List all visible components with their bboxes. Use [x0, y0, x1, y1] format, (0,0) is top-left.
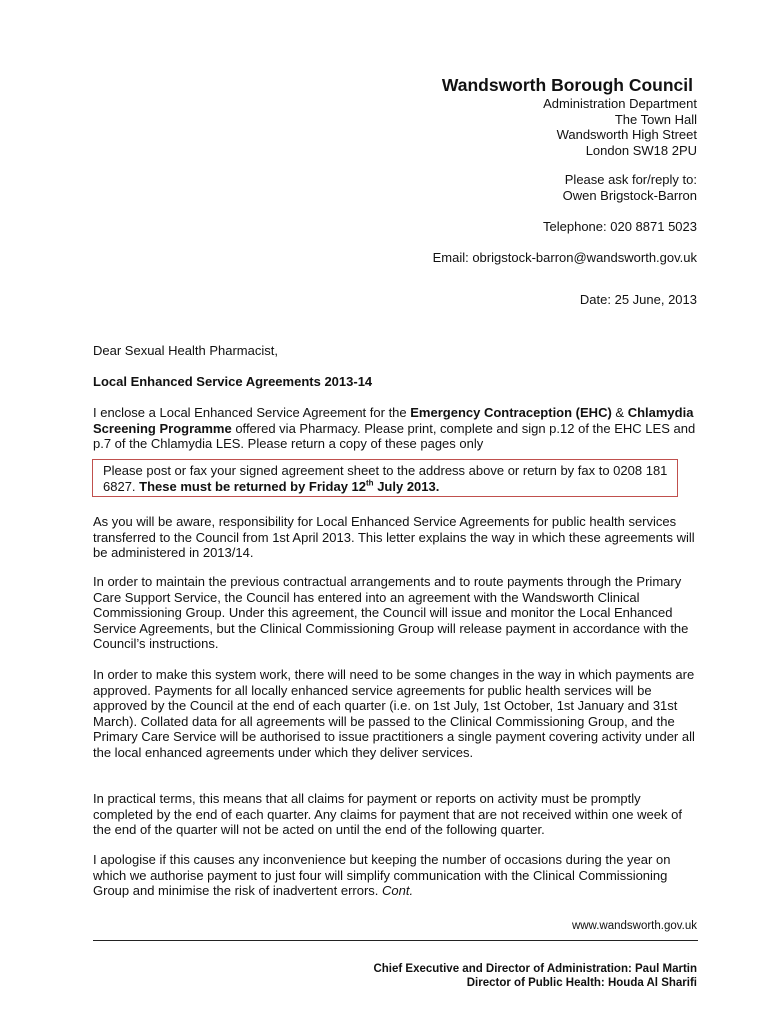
text: July 2013. — [373, 478, 440, 494]
text: & — [611, 405, 628, 420]
council-name: Wandsworth Borough Council — [441, 75, 693, 95]
paragraph-practical: In practical terms, this means that all claims for payment or reports on activity must be promptly completed by the end of each quarter. Any claims for payment that are not received within one week of the end of the quarter will not be acted on until the end of the following quarter. — [93, 791, 682, 838]
website: www.wandsworth.gov.uk — [571, 920, 697, 932]
chief-executive-line: Chief Executive and Director of Administration: Paul Martin — [373, 963, 697, 975]
subject-heading: Local Enhanced Service Agreements 2013-14 — [93, 374, 373, 389]
text: These must be returned by Friday 12 — [139, 478, 367, 494]
telephone: Telephone: 020 8871 5023 — [543, 219, 697, 234]
paragraph-system: In order to make this system work, there will need to be some changes in the way in which payments are approved. Payments for all locally enhanced service agreements for public health services will be approved by the Council at the end of each quarter (i.e. on 1st July, 1st October, 1st January and 31st March). Collated data for all agreements will be passed to the Clinical Commissioning Group, and the Primary Care Service will be authorised to issue practitioners a single payment covering activity under all the local enhanced agreements under which they deliver services. — [93, 667, 695, 760]
footer-officers — [373, 962, 697, 990]
text: Please post or fax your signed agreement sheet to the address above or return by fax to 0208 181 6827. — [103, 463, 668, 494]
paragraph-apology — [93, 852, 703, 899]
contact-name: Owen Brigstock-Barron — [562, 187, 697, 203]
address-line: Wandsworth High Street — [556, 127, 697, 143]
text: offered via Pharmacy. Please print, complete and sign p.12 of the EHC LES and p.7 of the Chlamydia LES. Please return a copy of these pages only — [93, 420, 696, 452]
continued-marker: Cont. — [382, 883, 414, 899]
paragraph-responsibility: As you will be aware, responsibility for Local Enhanced Service Agreements for public health services transferred to the Council from 1st April 2013. This letter explains the way in which these agreements will be administered in 2013/14. — [93, 514, 695, 561]
public-health-line: Director of Public Health: Houda Al Sharifi — [466, 977, 697, 989]
address-line: Administration Department — [543, 96, 697, 111]
paragraph-arrangements: In order to maintain the previous contractual arrangements and to route payments through the Primary Care Support Service, the Council has entered into an agreement with the Wandsworth Clinical Commissioning Group. Under this agreement, the Council will issue and monitor the Local Enhanced Service Agreements, but the Clinical Commissioning Group will release payment in accordance with the Council’s instructions. — [93, 574, 689, 652]
address-line: The Town Hall — [614, 111, 697, 127]
paragraph-enclosure — [93, 405, 703, 452]
email: Email: obrigstock-barron@wandsworth.gov.uk — [432, 250, 697, 265]
text: I apologise if this causes any inconvenience but keeping the number of occasions during the year on which we authorise payment to just four will simplify communication with the Clinical Commissioning Group and minimise the risk of inadvertent errors. — [93, 852, 671, 899]
deadline — [139, 479, 439, 494]
chlamydia-programme: Chlamydia Screening Programme — [93, 405, 694, 436]
text: I enclose a Local Enhanced Service Agreement for the — [93, 405, 411, 420]
address-line: London SW18 2PU — [585, 142, 697, 158]
letter-date: Date: 25 June, 2013 — [579, 292, 697, 307]
council-address — [543, 96, 697, 158]
ehc-programme: Emergency Contraception (EHC) — [410, 405, 612, 420]
salutation: Dear Sexual Health Pharmacist, — [93, 343, 278, 358]
return-notice-box — [92, 459, 678, 497]
contact-block — [563, 172, 697, 203]
ordinal-suffix: th — [366, 478, 374, 488]
footer-divider — [93, 940, 698, 941]
ask-for-label: Please ask for/reply to: — [564, 172, 697, 187]
